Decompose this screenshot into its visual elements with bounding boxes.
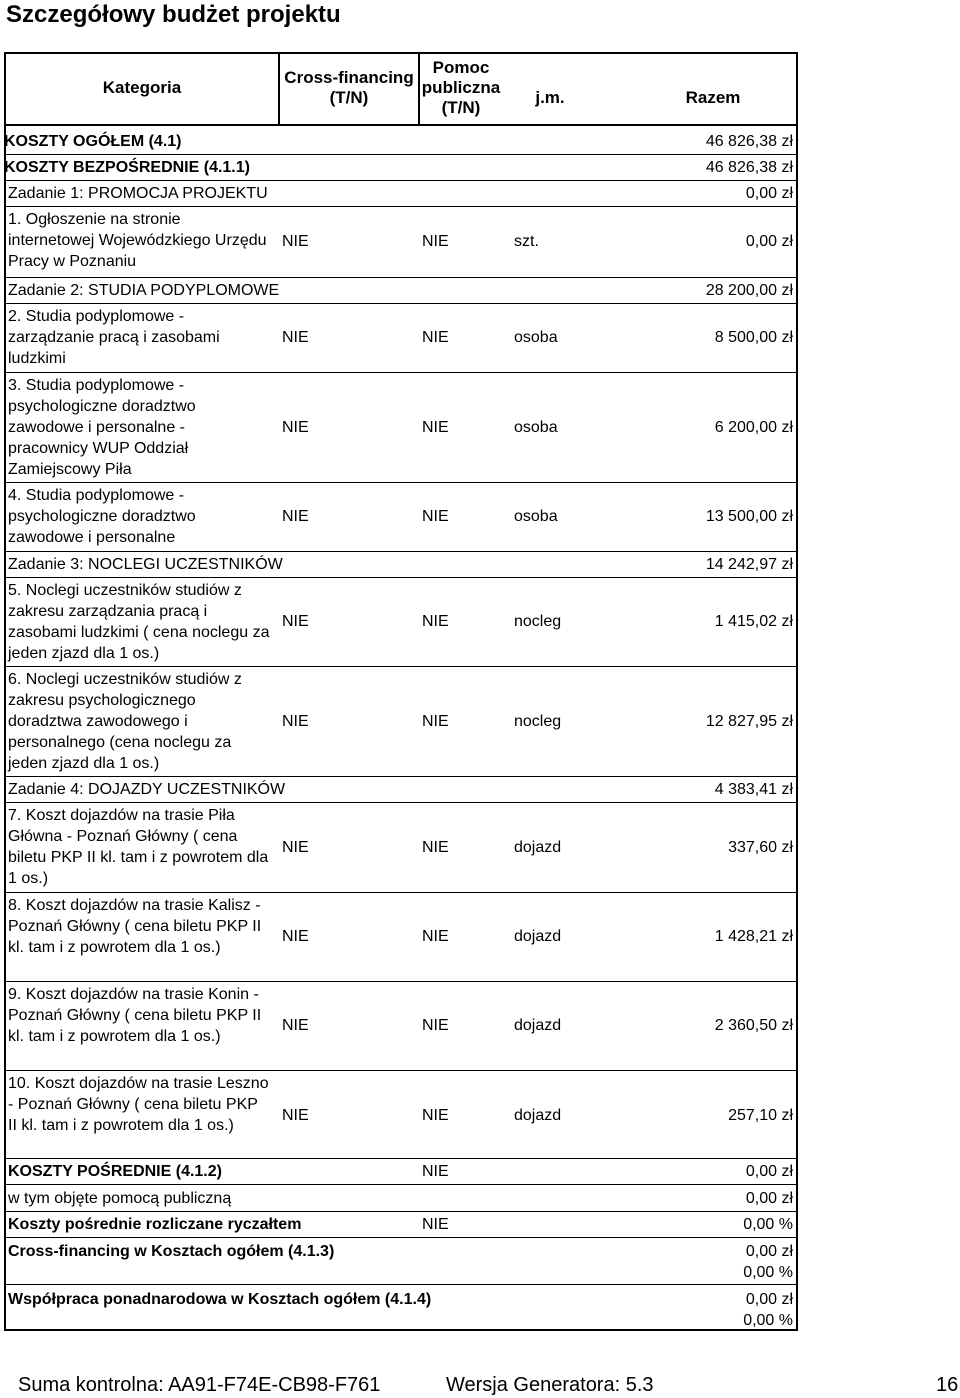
row-cross-financing: NIE — [282, 613, 309, 630]
page-title: Szczegółowy budżet projektu — [6, 1, 341, 28]
row-pomoc-publiczna: NIE — [422, 508, 449, 525]
row-cross-financing: NIE — [282, 329, 309, 346]
row-unit: nocleg — [514, 613, 562, 630]
row-category: 8. Koszt dojazdów na trasie Kalisz - Poznań Główny ( cena biletu PKP II kl. tam i z powrotem dla 1 os.) — [8, 897, 262, 956]
row-category: Zadanie 2: STUDIA PODYPLOMOWE — [8, 282, 280, 299]
ryczalt-flag: NIE — [422, 1216, 449, 1233]
row-category: KOSZTY OGÓŁEM (4.1) — [4, 133, 182, 150]
row-unit: szt. — [514, 233, 539, 250]
row-cross-financing: NIE — [282, 1017, 309, 1034]
row-divider — [4, 802, 798, 803]
row-pomoc-publiczna: NIE — [422, 329, 449, 346]
row-pomoc-publiczna: NIE — [422, 419, 449, 436]
row-divider — [4, 1184, 798, 1185]
row-unit: dojazd — [514, 1017, 562, 1034]
wspolpraca-label: Współpraca ponadnarodowa w Kosztach ogółem (4.1.4) — [8, 1291, 432, 1308]
cross-percent: 0,00 % — [743, 1264, 793, 1281]
row-pomoc-publiczna: NIE — [422, 713, 449, 730]
row-divider — [4, 577, 798, 578]
row-unit: osoba — [514, 329, 558, 346]
row-divider — [4, 180, 798, 181]
row-total: 0,00 zł — [745, 185, 793, 202]
row-divider — [4, 981, 798, 982]
row-category: Zadanie 3: NOCLEGI UCZESTNIKÓW — [8, 556, 283, 573]
row-total: 337,60 zł — [728, 839, 793, 856]
row-divider — [4, 551, 798, 552]
row-divider — [4, 1158, 798, 1159]
row-divider — [4, 1237, 798, 1238]
wspolpraca-value: 0,00 zł — [745, 1291, 793, 1308]
header-razem: Razem — [685, 88, 741, 107]
ryczalt-value: 0,00 % — [743, 1216, 793, 1233]
wspolpraca-percent: 0,00 % — [743, 1312, 793, 1329]
row-unit: dojazd — [514, 928, 562, 945]
row-total: 257,10 zł — [728, 1107, 793, 1124]
row-cross-financing: NIE — [282, 419, 309, 436]
cross-label: Cross-financing w Kosztach ogółem (4.1.3) — [8, 1243, 335, 1260]
row-divider — [4, 372, 798, 373]
row-category: KOSZTY BEZPOŚREDNIE (4.1.1) — [4, 159, 250, 176]
row-category: Zadanie 4: DOJAZDY UCZESTNIKÓW — [8, 781, 286, 798]
row-divider — [4, 776, 798, 777]
row-total: 46 826,38 zł — [705, 159, 793, 176]
row-pomoc-publiczna: NIE — [422, 839, 449, 856]
header-cross-financing: Cross-financing (T/N) — [284, 68, 414, 107]
row-divider — [4, 666, 798, 667]
row-pomoc-publiczna: NIE — [422, 928, 449, 945]
posrednie-value: 0,00 zł — [745, 1163, 793, 1180]
row-divider — [4, 1070, 798, 1071]
row-category: Zadanie 1: PROMOCJA PROJEKTU — [8, 185, 268, 202]
row-divider — [4, 154, 798, 155]
row-category: 5. Noclegi uczestników studiów z zakresu zarządzania pracą i zasobami ludzkimi ( cena noclegu za jeden zjazd dla 1 os.) — [8, 582, 270, 662]
row-total: 1 415,02 zł — [714, 613, 793, 630]
row-divider — [4, 1284, 798, 1285]
row-total: 8 500,00 zł — [714, 329, 793, 346]
row-cross-financing: NIE — [282, 928, 309, 945]
row-category: 9. Koszt dojazdów na trasie Konin - Poznań Główny ( cena biletu PKP II kl. tam i z powrotem dla 1 os.) — [8, 986, 262, 1045]
row-unit: osoba — [514, 419, 558, 436]
footer-generator: Wersja Generatora: 5.3 — [446, 1374, 654, 1396]
row-category: 6. Noclegi uczestników studiów z zakresu psychologicznego doradztwa zawodowego i personalnego (cena noclegu za jeden zjazd dla 1 os.) — [8, 671, 242, 772]
posrednie-flag: NIE — [422, 1163, 449, 1180]
row-category: 2. Studia podyplomowe - zarządzanie pracą i zasobami ludzkimi — [8, 308, 220, 367]
row-cross-financing: NIE — [282, 508, 309, 525]
row-divider — [4, 1211, 798, 1212]
row-total: 4 383,41 zł — [714, 781, 793, 798]
row-total: 28 200,00 zł — [705, 282, 793, 299]
row-divider — [4, 892, 798, 893]
row-divider — [4, 206, 798, 207]
row-cross-financing: NIE — [282, 233, 309, 250]
header-kategoria: Kategoria — [102, 78, 182, 97]
row-total: 0,00 zł — [745, 233, 793, 250]
row-divider — [4, 303, 798, 304]
cross-value: 0,00 zł — [745, 1243, 793, 1260]
row-pomoc-publiczna: NIE — [422, 233, 449, 250]
row-pomoc-publiczna: NIE — [422, 1017, 449, 1034]
row-unit: nocleg — [514, 713, 562, 730]
header-jm: j.m. — [535, 88, 565, 107]
row-category: 10. Koszt dojazdów na trasie Leszno - Poznań Główny ( cena biletu PKP II kl. tam i z powrotem dla 1 os.) — [8, 1075, 269, 1134]
header-pomoc-publiczna: Pomoc publiczna (T/N) — [421, 58, 501, 117]
row-unit: dojazd — [514, 1107, 562, 1124]
ryczalt-label: Koszty pośrednie rozliczane ryczałtem — [8, 1216, 302, 1233]
row-total: 6 200,00 zł — [714, 419, 793, 436]
row-pomoc-publiczna: NIE — [422, 613, 449, 630]
row-cross-financing: NIE — [282, 713, 309, 730]
row-category: 4. Studia podyplomowe - psychologiczne doradztwo zawodowe i personalne — [8, 487, 196, 546]
row-divider — [4, 482, 798, 483]
row-total: 14 242,97 zł — [705, 556, 793, 573]
row-total: 2 360,50 zł — [714, 1017, 793, 1034]
row-category: 7. Koszt dojazdów na trasie Piła Główna - Poznań Główny ( cena biletu PKP II kl. tam i z powrotem dla 1 os.) — [8, 807, 269, 887]
row-category: 1. Ogłoszenie na stronie internetowej Wojewódzkiego Urzędu Pracy w Poznaniu — [8, 211, 267, 270]
pomoc-label: w tym objęte pomocą publiczną — [8, 1190, 232, 1207]
row-category: 3. Studia podyplomowe - psychologiczne doradztwo zawodowe i personalne - pracownicy WUP Oddział Zamiejscowy Piła — [8, 377, 196, 478]
row-unit: osoba — [514, 508, 558, 525]
posrednie-label: KOSZTY POŚREDNIE (4.1.2) — [8, 1163, 222, 1180]
row-unit: dojazd — [514, 839, 562, 856]
row-divider — [4, 277, 798, 278]
row-cross-financing: NIE — [282, 839, 309, 856]
footer-checksum: Suma kontrolna: AA91-F74E-CB98-F761 — [18, 1374, 381, 1396]
row-total: 13 500,00 zł — [705, 508, 793, 525]
row-total: 46 826,38 zł — [705, 133, 793, 150]
row-total: 1 428,21 zł — [714, 928, 793, 945]
pomoc-value: 0,00 zł — [745, 1190, 793, 1207]
row-pomoc-publiczna: NIE — [422, 1107, 449, 1124]
footer-page-number: 16 — [936, 1374, 959, 1396]
row-total: 12 827,95 zł — [705, 713, 793, 730]
row-cross-financing: NIE — [282, 1107, 309, 1124]
